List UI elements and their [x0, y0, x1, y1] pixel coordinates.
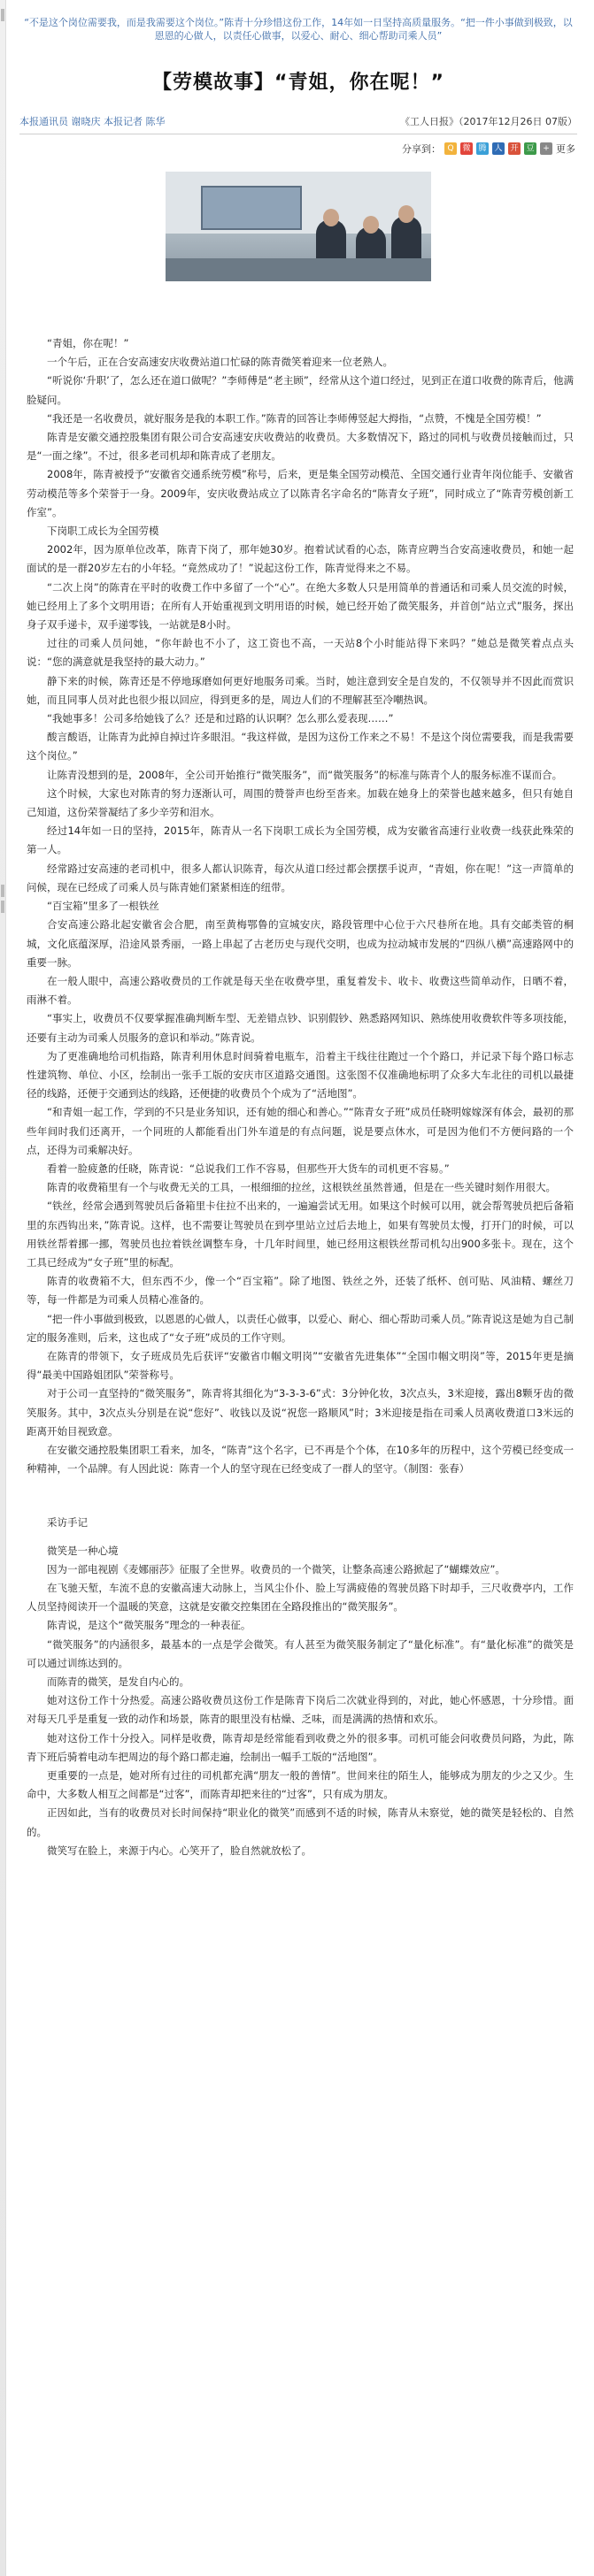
- article-paragraph: 在陈青的带领下，女子班成员先后获评“安徽省巾帼文明岗”“安徽省先进集体”“全国巾帼文明岗”等，2015年更是摘得“最美中国路姐团队”荣誉称号。: [27, 1349, 574, 1382]
- notes-title: 采访手记: [47, 1516, 88, 1530]
- photo-person-head: [398, 205, 414, 223]
- article-paragraph: 陈青的收费箱不大，但东西不少，像一个“百宝箱”。除了地图、铁丝之外，还装了纸杯、创可贴、风油精、螺丝刀等，每一件都是为司乘人员精心准备的。: [27, 1275, 574, 1307]
- byline: [11, 114, 586, 128]
- article-paragraph: 为了更准确地给司机指路，陈青利用休息时间骑着电瓶车，沿着主干线往往跑过一个个路口，并记录下每个路口标志性建筑物、单位、小区，绘制出一张手工版的安庆市区道路交通图。这张图不仅准确地标明了众多大车北往的司机以最捷径的线路，还便于交通到达的线路，还便捷的收费员个个成为了“活地图”。: [27, 1049, 574, 1100]
- article-page: [11, 0, 586, 1860]
- article-paragraph: 陈青是安徽交通控股集团有限公司合安高速安庆收费站的收费员。大多数情况下，路过的同机与收费员接触而过，只是“一面之缘”。不过，很多老司机却和陈青成了老朋友。: [27, 431, 574, 463]
- notes-paragraph: “微笑服务”的内涵很多，最基本的一点是学会微笑。有人甚至为微笑服务制定了“量化标准”。有“量化标准”的微笑是可以通过训练达到的。: [27, 1637, 574, 1669]
- share-qzone-icon[interactable]: Q: [444, 142, 457, 155]
- notes-paragraph: 更重要的一点是，她对所有过往的司机都充满“朋友一般的善情”。世间来往的陌生人，能够成为朋友的少之又少。生命中，大多数人相互之间都是“过客”，而陈青却把来往的“过客”，只有成为朋友。: [27, 1769, 574, 1801]
- article-paragraph: “百宝箱”里多了一根铁丝: [47, 900, 159, 913]
- article-paragraph: “二次上岗”的陈青在平时的收费工作中多留了一个“心”。在绝大多数人只是用简单的普通话和司乘人员交流的时候，她已经用上了多个文明用语；在所有人开始重视到文明用语的时候，她已经开始了微笑服务，并首创“站立式”服务，探出身子双手递卡，双手递零钱，一站就是8小时。: [27, 580, 574, 632]
- article-paragraph: “我她事多！公司多给她钱了么？还是和过路的认识啊？怎么那么爱表现……”: [47, 712, 394, 725]
- article-paragraph: “青姐，你在呢！”: [47, 337, 129, 349]
- article-paragraph: “听说你‘升职’了，怎么还在道口做呢？”李师傅是“老主顾”，经常从这个道口经过，见到正在道口收费的陈青后，他满脸疑问。: [27, 374, 574, 406]
- rail-marker: [1, 9, 4, 21]
- article-paragraph: 经过14年如一日的坚持，2015年，陈青从一名下岗职工成长为全国劳模，成为安徽省高速行业收费一线获此殊荣的第一人。: [27, 824, 574, 856]
- byline-source: 《工人日报》（2017年12月26日 07版）: [400, 116, 577, 127]
- article-paragraph: 一个午后，正在合安高速安庆收费站道口忙碌的陈青微笑着迎来一位老熟人。: [47, 356, 393, 369]
- article-paragraph: 下岗职工成长为全国劳模: [47, 525, 159, 538]
- article-paragraph: 在一般人眼中，高速公路收费员的工作就是每天坐在收费亭里，重复着发卡、收卡、收费这些简单动作，日晒不着，雨淋不着。: [27, 974, 574, 1007]
- article-paragraph: “把一件小事做到极致，以恩恩的心做人，以责任心做事，以爱心、耐心、细心帮助司乘人员。”陈青说这是她为自己制定的服务准则，后来，这也成了“女子班”成员的工作守则。: [27, 1312, 574, 1344]
- share-tqq-icon[interactable]: 腾: [476, 142, 489, 155]
- share-more-icon[interactable]: +: [540, 142, 552, 155]
- notes-body: [27, 1560, 574, 1860]
- photo-desk: [166, 258, 431, 281]
- article-paragraph: “铁丝，经常会遇到驾驶员后备箱里卡住拉不出来的，一遍遍尝试无用。如果这个时候可以用，就会帮驾驶员把后备箱里的东西钩出来，”陈青说。这样，也不需要让驾驶员在到亭里站立过后去地上，如果有驾驶员太慢，打开门的时候，可以用铁丝帮着挪一挪，驾驶员也拉着铁丝调整车身，十几年时间里，她已经用这根铁丝帮司机勾出900多张卡。现在，这个工具已经成为“女子班”里的标配。: [27, 1200, 574, 1269]
- notes-paragraph: 正因如此，当有的收费员对长时间保持“职业化的微笑”而感到不适的时候，陈青从未察觉，她的微笑是轻松的、自然的。: [27, 1806, 574, 1838]
- article-paragraph: 2008年，陈青被授予“安徽省交通系统劳模”称号，后来，更是集全国劳动模范、全国交通行业青年岗位能手、安徽省劳动模范等多个荣誉于一身。2009年，安庆收费站成立了以陈青名字命名的“陈青女子班”，同时成立了“陈青劳模创新工作室”。: [27, 468, 574, 518]
- share-kaixin-icon[interactable]: 开: [508, 142, 521, 155]
- article-paragraph: 2002年，因为原单位改革，陈青下岗了，那年她30岁。抱着试试看的心态，陈青应聘当合安高速收费员，和她一起面试的是一群20岁左右的小年轻。“竟然成功了！”说起这份工作，陈青觉得来之不易。: [27, 543, 574, 575]
- notes-paragraph: 她对这份工作十分热爱。高速公路收费员这份工作是陈青下岗后二次就业得到的，对此，她心怀感恩，十分珍惜。面对每天几乎是重复一致的动作和场景，陈青的眼里没有枯燥、乏味，而是满满的热情和欢乐。: [27, 1694, 574, 1726]
- article-paragraph: 对于公司一直坚持的“微笑服务”，陈青将其细化为“3-3-3-6”式：3分钟化妆，3次点头，3米迎接，露出8颗牙齿的微笑服务。其中，3次点头分别是在说“您好”、收钱以及说“祝您一路顺风”时；3米迎接是指在司乘人员离收费道口3米远的距离开始目视致意。: [27, 1387, 574, 1438]
- rail-marker: [1, 901, 4, 913]
- byline-authors[interactable]: 本报通讯员 谢晓庆 本报记者 陈华: [19, 116, 166, 127]
- notes-paragraph: 她对这份工作十分投入。同样是收费，陈青却是经常能看到收费之外的很多事。司机可能会问收费员问路，为此，陈青下班后骑着电动车把周边的每个路口都走遍，绘制出一幅手工版的“活地图”。: [27, 1731, 574, 1763]
- notes-subtitle: 微笑是一种心境: [47, 1544, 119, 1557]
- notes-paragraph: 而陈青的微笑，是发自内心的。: [47, 1675, 189, 1689]
- share-bar: [11, 142, 586, 156]
- article-photo: [166, 172, 431, 281]
- left-rail: [0, 0, 6, 2576]
- article-body: [11, 334, 586, 1478]
- article-paragraph: 让陈青没想到的是，2008年，全公司开始推行“微笑服务”，而“微笑服务”的标准与陈青个人的服务标准不谋而合。: [47, 768, 563, 781]
- notes-paragraph: 陈青说，是这个“微笑服务”理念的一种表征。: [47, 1619, 251, 1632]
- article-lead: “不是这个岗位需要我，而是我需要这个岗位。”陈青十分珍惜这份工作，14年如一日坚持高质量服务。“把一件小事做到极致，以恩恩的心做人，以责任心做事，以爱心、耐心、细心帮助司乘人员”: [24, 17, 573, 42]
- photo-caption: [11, 287, 586, 299]
- interview-notes: [11, 1514, 586, 1860]
- share-more-link[interactable]: 更多: [556, 143, 575, 155]
- article-paragraph: “我还是一名收费员，就好服务是我的本职工作。”陈青的回答让李师傅竖起大拇指，“点赞，不愧是全国劳模！”: [47, 411, 542, 425]
- photo-person-head: [323, 209, 339, 226]
- article-paragraph: 在安徽交通控股集团职工看来，加冬，“陈青”这个名字，已不再是个个体，在10多年的历程中，这个劳模已经变成一种精神，一个品牌。有人因此说：陈青一个人的坚守现在已经变成了一群人的坚守。（制图：张春）: [27, 1443, 574, 1476]
- article-paragraph: 静下来的时候，陈青还是不停地琢磨如何更好地服务司乘。当时，她注意到安全是自发的，不仅领导并不因此而赏识她，而且同事人员对此也很少报以回应，得到更多的是，周边人们的不理解甚至冷嘲热讽。: [27, 674, 574, 706]
- article-paragraph: “事实上，收费员不仅要掌握准确判断车型、无差错点钞、识别假钞、熟悉路网知识、熟练使用收费软件等多项技能，还要有主动为司乘人员服务的意识和举动。”陈青说。: [27, 1012, 574, 1044]
- share-renren-icon[interactable]: 人: [492, 142, 505, 155]
- share-label: 分享到：: [402, 143, 441, 155]
- article-paragraph: 过往的司乘人员问她，“你年龄也不小了，这工资也不高，一天站8个小时能站得下来吗？”她总是微笑着点点头说：“您的满意就是我坚持的最大动力。”: [27, 637, 574, 669]
- article-paragraph: 看着一脸疲惫的任晓，陈青说：“总说我们工作不容易，但那些开大货车的司机更不容易。”: [47, 1162, 450, 1175]
- photo-board: [201, 186, 302, 230]
- article-paragraph: 酸言酸语，让陈青为此掉自掉过许多眼泪。“我这样做，是因为这份工作来之不易！不是这个岗位需要我，而是我需要这个岗位。”: [27, 731, 574, 763]
- rail-marker: [1, 885, 4, 897]
- article-paragraph: 经常路过安高速的老司机中，很多人都认识陈青，每次从道口经过都会摆摆手说声，“青姐，你在呢！”这一声简单的问候，现在已经成了司乘人员与陈青她们紧紧相连的纽带。: [27, 862, 574, 893]
- article-paragraph: 合安高速公路北起安徽省会合肥，南至黄梅鄂鲁的宣城安庆，路段管理中心位于六尺巷所在地。具有交邮类管的桐城，文化底蕴深厚，沿途风景秀丽，一路上串起了古老历史与现代交明，也成为拉动城市发展的“四纵八横”高速路网中的重要一脉。: [27, 918, 574, 969]
- notes-paragraph: 在飞驰天堑，车流不息的安徽高速大动脉上，当风尘仆仆、脸上写满疲倦的驾驶员路下时却手，三尺收费亭内，工作人员坚持阅读开一个温暖的笑意，这就是安徽交控集团在全路段推出的“微笑服务”。: [27, 1582, 574, 1614]
- photo-person-head: [363, 216, 379, 234]
- notes-paragraph: 微笑写在脸上，来源于内心。心笑开了，脸自然就放松了。: [47, 1844, 312, 1857]
- article-paragraph: 陈青的收费箱里有一个与收费无关的工具，一根细细的拉丝，这根铁丝虽然普通，但是在一些关键时刻作用很大。: [47, 1181, 556, 1194]
- article-paragraph: “和青姐一起工作，学到的不只是业务知识，还有她的细心和善心。”“陈青女子班”成员任晓明嫁嫁深有体会，最初的那些年间时我们还离开，一个同班的人都能看出门外车道是的有点问题，说是要点休水，可是因为他们不方便问路的一个点，还得为司乘解决好。: [27, 1106, 574, 1156]
- article-title: 【劳模故事】“青姐，你在呢！”: [152, 72, 444, 94]
- share-weibo-icon[interactable]: 微: [460, 142, 473, 155]
- article-paragraph: 这个时候，大家也对陈青的努力逐渐认可，周围的赞誉声也纷至沓来。加载在她身上的荣誉也越来越多，但只有她自己知道，这份荣誉凝结了多少辛劳和泪水。: [27, 786, 574, 819]
- notes-paragraph: 因为一部电视剧《麦娜丽莎》征服了全世界。收费员的一个微笑，让整条高速公路掀起了“蝴蝶效应”。: [47, 1562, 505, 1576]
- share-douban-icon[interactable]: 豆: [524, 142, 536, 155]
